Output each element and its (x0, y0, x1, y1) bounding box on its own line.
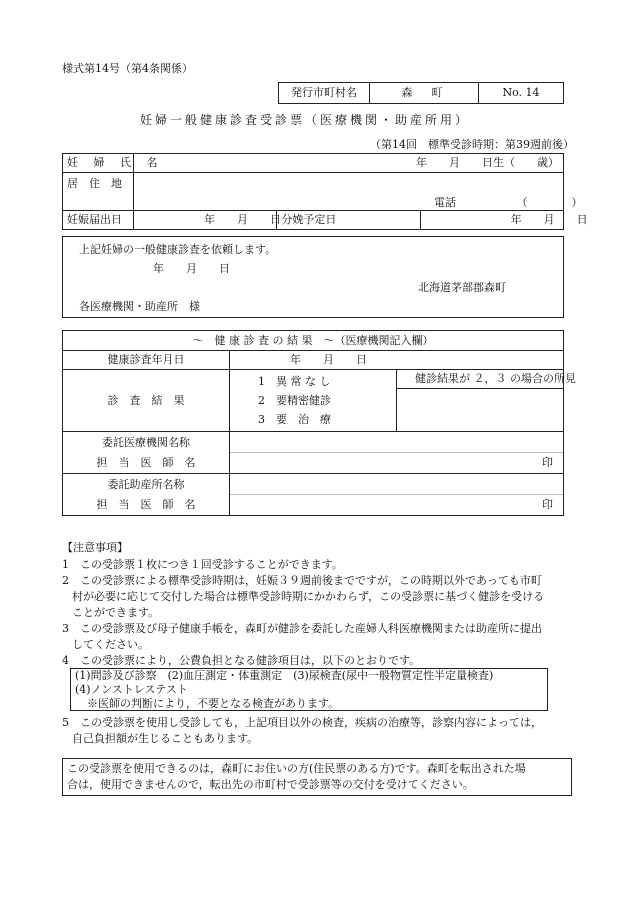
doctor-label-2: 担 当 医 師 名 (96, 497, 196, 511)
clinic-labels (63, 432, 230, 474)
option-3[interactable]: 3 要 治 療 (258, 413, 331, 426)
seal-2: 印 (542, 498, 553, 511)
findings-cell[interactable] (397, 370, 576, 432)
results-header: ～ 健 康 診 査 の 結 果 ～（医療機関記入欄） (63, 331, 564, 351)
preg-date[interactable]: 年 月 日 (134, 211, 277, 230)
request-box (62, 236, 564, 318)
midwife-fields[interactable] (230, 474, 564, 516)
items-line-3: ※医師の判断により，不要となる検査があります。 (87, 697, 340, 710)
clinic-name-field[interactable] (230, 432, 563, 453)
name-label: 妊 婦 氏 名 (63, 154, 134, 173)
footer-line-2: 合は，使用できませんので，転出先の市町村で受診票等の交付を受けてください。 (67, 778, 474, 791)
footer-line-1: この受診票を使用できるのは，森町にお住いの方(住民票のある方)です。森町を転出された場 (67, 762, 526, 775)
midwife-labels (63, 474, 230, 516)
issuer-table (278, 82, 564, 104)
issuer-number: No. 14 (479, 83, 564, 104)
form-id: 様式第14号（第4条関係） (62, 62, 193, 75)
doctor-label-1: 担 当 医 師 名 (96, 455, 196, 469)
request-date: 年 月 日 (153, 262, 230, 275)
session-info: （第14回 標準受診時期：第39週前後） (370, 138, 574, 151)
result-options[interactable] (230, 370, 397, 432)
clinic-fields[interactable] (230, 432, 564, 474)
notes-heading: 【注意事項】 (62, 541, 128, 554)
midwife-label: 委託助産所名称 (107, 477, 185, 491)
exam-date-field[interactable]: 年 月 日 (230, 351, 564, 370)
findings-label: 健診結果が ２，３ の場合の所見 (397, 370, 563, 389)
preg-label: 妊娠届出日 (63, 211, 134, 230)
issuer-town: 森 町 (370, 83, 479, 104)
patient-table (62, 153, 588, 230)
address-label: 居 住 地 (63, 173, 134, 211)
items-line-2: (4)ノンストレステスト (75, 683, 188, 696)
due-date[interactable]: 年 月 日 (420, 211, 563, 230)
footer-box (62, 758, 572, 796)
birth-field[interactable]: 年 月 日生（ 歳） (134, 154, 564, 173)
note-4: 4 この受診票により，公費負担となる健診項目は，以下のとおりです。 (62, 654, 421, 667)
results-table (62, 330, 576, 516)
note-2c: ことができます。 (72, 606, 160, 619)
due-label: 分娩予定日 (277, 211, 420, 230)
result-label: 診 査 結 果 (63, 370, 230, 432)
request-addressee: 各医療機関・助産所 様 (79, 300, 200, 313)
option-1[interactable]: 1 異 常 な し (258, 375, 331, 388)
exam-date-label: 健康診査年月日 (63, 351, 230, 370)
note-3a: 3 この受診票及び母子健康手帳を，森町が健診を委託した産婦人科医療機関または助産所に提出 (62, 622, 542, 635)
note-5b: 自己負担額が生じることもあります。 (72, 732, 259, 745)
note-3b: してください。 (72, 638, 149, 651)
clinic-label: 委託医療機関名称 (102, 435, 190, 449)
issuer-label: 発行市町村名 (279, 83, 370, 104)
items-line-1: (1)問診及び診察 (2)血圧測定・体重測定 (3)尿検査(尿中一般物質定性半定量検査) (75, 669, 494, 682)
phone-field[interactable]: 電話 （ ） (134, 173, 564, 211)
form-title: 妊婦一般健康診査受診票（医療機関・助産所用） (140, 113, 471, 127)
option-2[interactable]: 2 要精密健診 (258, 394, 331, 407)
seal-1: 印 (542, 456, 553, 469)
note-2b: 村が必要に応じて交付した場合は標準受診時期にかかわらず，この受診票に基づく健診を受ける (72, 590, 545, 603)
midwife-name-field[interactable] (230, 474, 563, 495)
note-2a: 2 この受診票による標準受診時期は，妊娠３９週前後までですが，この時期以外であっても市町 (62, 574, 542, 587)
request-issuer: 北海道茅部郡森町 (418, 281, 506, 294)
note-1: 1 この受診票１枚につき１回受診することができます。 (62, 558, 343, 571)
items-box (70, 668, 548, 711)
request-text: 上記妊婦の一般健康診査を依頼します。 (79, 243, 277, 256)
note-5a: 5 この受診票を使用し受診しても，上記項目以外の検査，疾病の治療等，診察内容によっては， (62, 716, 542, 729)
